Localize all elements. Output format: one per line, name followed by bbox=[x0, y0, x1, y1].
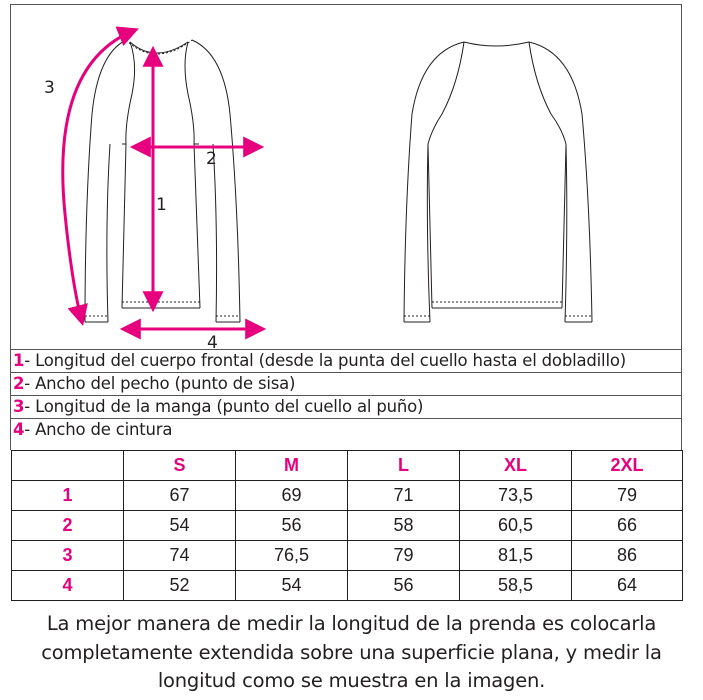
legend-number: 1 bbox=[13, 351, 25, 370]
legend-row-1 bbox=[10, 350, 682, 373]
legend-text: - Longitud de la manga (punto del cuello al puño) bbox=[24, 397, 424, 416]
note-line: La mejor manera de medir la longitud de la prenda es colocarla bbox=[46, 612, 657, 635]
table-corner bbox=[12, 451, 124, 481]
size-header-l: L bbox=[348, 451, 460, 481]
measure-1-label: 1 bbox=[156, 195, 167, 215]
table-cell: 54 bbox=[124, 511, 236, 541]
legend-row-2 bbox=[10, 373, 682, 396]
table-cell: 58 bbox=[348, 511, 460, 541]
measure-4-label: 4 bbox=[207, 333, 218, 350]
legend-number: 3 bbox=[13, 397, 25, 416]
legend-row-4 bbox=[10, 419, 682, 450]
size-table bbox=[11, 450, 683, 601]
table-cell: 74 bbox=[124, 541, 236, 571]
measure-3-arrow bbox=[63, 30, 135, 322]
front-shirt bbox=[85, 40, 240, 322]
legend-number: 2 bbox=[13, 374, 25, 393]
table-cell: 76,5 bbox=[236, 541, 348, 571]
table-cell: 56 bbox=[236, 511, 348, 541]
measuring-note bbox=[0, 610, 703, 696]
table-cell: 79 bbox=[572, 481, 683, 511]
legend-text: - Ancho de cintura bbox=[24, 420, 173, 439]
row-label: 3 bbox=[12, 541, 124, 571]
table-cell: 86 bbox=[572, 541, 683, 571]
note-line: completamente extendida sobre una superficie plana, y medir la bbox=[41, 640, 662, 664]
table-row bbox=[12, 571, 683, 601]
garment-diagram bbox=[10, 4, 682, 350]
measure-2-label: 2 bbox=[206, 149, 217, 169]
size-header-m: M bbox=[236, 451, 348, 481]
table-row bbox=[12, 511, 683, 541]
table-cell: 66 bbox=[572, 511, 683, 541]
size-header-xl: XL bbox=[460, 451, 572, 481]
table-cell: 58,5 bbox=[460, 571, 572, 601]
row-label: 2 bbox=[12, 511, 124, 541]
back-shirt bbox=[404, 42, 592, 322]
table-cell: 60,5 bbox=[460, 511, 572, 541]
table-cell: 52 bbox=[124, 571, 236, 601]
table-cell: 69 bbox=[236, 481, 348, 511]
size-header-s: S bbox=[124, 451, 236, 481]
table-cell: 64 bbox=[572, 571, 683, 601]
table-cell: 54 bbox=[236, 571, 348, 601]
table-row bbox=[12, 481, 683, 511]
table-cell: 81,5 bbox=[460, 541, 572, 571]
table-cell: 73,5 bbox=[460, 481, 572, 511]
note-line: longitud como se muestra en la imagen. bbox=[157, 669, 546, 692]
row-label: 1 bbox=[12, 481, 124, 511]
table-cell: 67 bbox=[124, 481, 236, 511]
legend-text: - Ancho del pecho (punto de sisa) bbox=[24, 374, 296, 393]
size-header-2xl: 2XL bbox=[572, 451, 683, 481]
table-cell: 56 bbox=[348, 571, 460, 601]
legend-number: 4 bbox=[13, 420, 25, 439]
table-cell: 71 bbox=[348, 481, 460, 511]
legend-row-3 bbox=[10, 396, 682, 419]
table-cell: 79 bbox=[348, 541, 460, 571]
legend-text: - Longitud del cuerpo frontal (desde la punta del cuello hasta el dobladillo) bbox=[24, 351, 626, 370]
measure-3-label: 3 bbox=[44, 78, 55, 98]
row-label: 4 bbox=[12, 571, 124, 601]
table-row bbox=[12, 541, 683, 571]
table-header-row bbox=[12, 451, 683, 481]
